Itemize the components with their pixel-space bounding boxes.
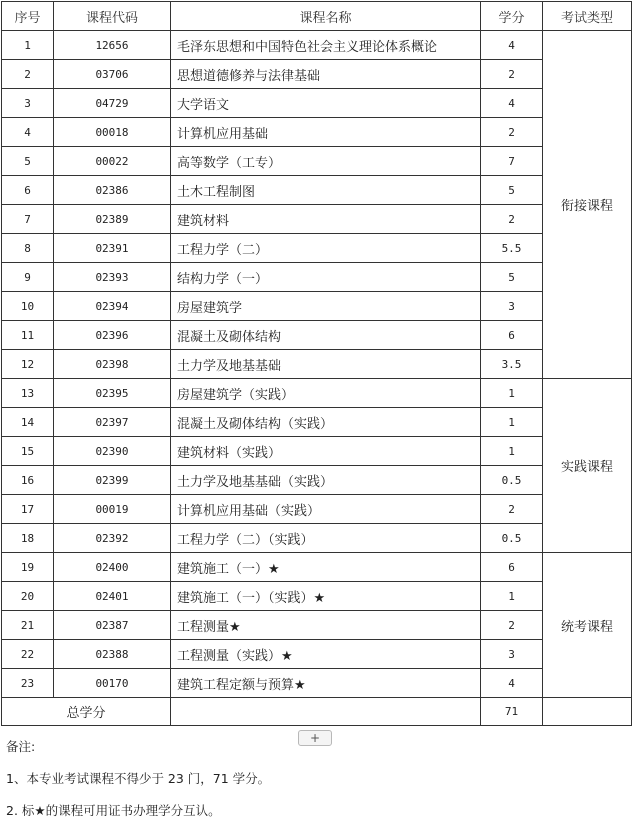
cell-credit: 7 [481,147,543,176]
cell-no: 20 [2,582,54,611]
cell-course-name: 计算机应用基础 [171,118,481,147]
cell-course-name: 土力学及地基基础（实践） [171,466,481,495]
cell-credit: 0.5 [481,466,543,495]
cell-course-name: 土木工程制图 [171,176,481,205]
cell-credit: 1 [481,379,543,408]
type-unified-cell: 统考课程 [543,553,632,698]
cell-course-name: 大学语文 [171,89,481,118]
cell-no: 4 [2,118,54,147]
cell-credit: 2 [481,205,543,234]
table-row [2,292,632,321]
cell-no: 13 [2,379,54,408]
cell-course-name: 混凝土及砌体结构 [171,321,481,350]
cell-course-name: 建筑工程定额与预算★ [171,669,481,698]
cell-credit: 2 [481,611,543,640]
cell-credit: 1 [481,408,543,437]
cell-credit: 2 [481,118,543,147]
cell-code: 02389 [54,205,171,234]
cell-code: 02386 [54,176,171,205]
table-row [2,669,632,698]
type-practice-cell: 实践课程 [543,379,632,553]
cell-course-name: 结构力学（一） [171,263,481,292]
cell-credit: 3.5 [481,350,543,379]
course-table [1,1,632,726]
cell-no: 15 [2,437,54,466]
header-code: 课程代码 [54,2,171,31]
table-row [2,263,632,292]
cell-course-name: 土力学及地基基础 [171,350,481,379]
table-row [2,234,632,263]
table-row [2,350,632,379]
cell-credit: 5 [481,176,543,205]
cell-course-name: 工程测量★ [171,611,481,640]
cell-code: 02398 [54,350,171,379]
table-row [2,495,632,524]
cell-code: 12656 [54,31,171,60]
cell-course-name: 混凝土及砌体结构（实践） [171,408,481,437]
cell-credit: 2 [481,495,543,524]
cell-no: 19 [2,553,54,582]
header-no: 序号 [2,2,54,31]
expand-button[interactable]: + [298,730,332,746]
cell-code: 02400 [54,553,171,582]
notes-title: 备注: [6,739,36,754]
cell-code: 00022 [54,147,171,176]
total-credit: 71 [481,698,543,726]
table-row [2,118,632,147]
cell-no: 14 [2,408,54,437]
cell-no: 5 [2,147,54,176]
cell-course-name: 房屋建筑学 [171,292,481,321]
cell-no: 10 [2,292,54,321]
cell-course-name: 高等数学（工专） [171,147,481,176]
cell-course-name: 建筑材料（实践） [171,437,481,466]
note-line-1: 1、本专业考试课程不得少于 23 门，71 学分。 [6,771,271,786]
cell-course-name: 房屋建筑学（实践） [171,379,481,408]
table-row [2,205,632,234]
cell-course-name: 工程力学（二） [171,234,481,263]
total-label: 总学分 [2,698,171,726]
cell-course-name: 工程力学（二）（实践） [171,524,481,553]
cell-code: 02396 [54,321,171,350]
header-type: 考试类型 [543,2,632,31]
cell-credit: 3 [481,292,543,321]
note-line-2: 2. 标★的课程可用证书办理学分互认。 [6,803,221,818]
cell-credit: 1 [481,582,543,611]
table-row [2,524,632,553]
cell-no: 2 [2,60,54,89]
cell-credit: 6 [481,553,543,582]
cell-no: 16 [2,466,54,495]
cell-credit: 4 [481,31,543,60]
cell-code: 02387 [54,611,171,640]
cell-code: 02390 [54,437,171,466]
cell-no: 11 [2,321,54,350]
cell-code: 02388 [54,640,171,669]
cell-no: 3 [2,89,54,118]
total-type-empty-cell [543,698,632,726]
cell-no: 17 [2,495,54,524]
cell-code: 00170 [54,669,171,698]
table-row [2,640,632,669]
cell-credit: 0.5 [481,524,543,553]
cell-code: 00019 [54,495,171,524]
table-row [2,582,632,611]
cell-course-name: 毛泽东思想和中国特色社会主义理论体系概论 [171,31,481,60]
table-row [2,60,632,89]
table-row [2,437,632,466]
cell-code: 02399 [54,466,171,495]
cell-no: 8 [2,234,54,263]
cell-course-name: 工程测量（实践）★ [171,640,481,669]
cell-credit: 5 [481,263,543,292]
cell-credit: 5.5 [481,234,543,263]
cell-code: 03706 [54,60,171,89]
cell-code: 02395 [54,379,171,408]
cell-course-name: 思想道德修养与法律基础 [171,60,481,89]
cell-credit: 1 [481,437,543,466]
cell-course-name: 建筑材料 [171,205,481,234]
cell-no: 21 [2,611,54,640]
cell-credit: 4 [481,669,543,698]
total-empty-cell [171,698,481,726]
cell-no: 12 [2,350,54,379]
table-row [2,379,632,408]
cell-no: 23 [2,669,54,698]
cell-code: 02391 [54,234,171,263]
cell-no: 22 [2,640,54,669]
table-row [2,553,632,582]
cell-no: 1 [2,31,54,60]
table-row [2,466,632,495]
table-row [2,611,632,640]
cell-course-name: 计算机应用基础（实践） [171,495,481,524]
cell-no: 9 [2,263,54,292]
table-row [2,89,632,118]
cell-credit: 6 [481,321,543,350]
cell-code: 02397 [54,408,171,437]
table-row [2,147,632,176]
cell-credit: 3 [481,640,543,669]
cell-code: 02393 [54,263,171,292]
total-row [2,698,632,726]
table-row [2,176,632,205]
table-row [2,31,632,60]
header-name: 课程名称 [171,2,481,31]
cell-code: 02392 [54,524,171,553]
type-bridge-cell: 衔接课程 [543,31,632,379]
table-header-row [2,2,632,31]
cell-code: 02394 [54,292,171,321]
cell-no: 7 [2,205,54,234]
table-row [2,321,632,350]
header-credit: 学分 [481,2,543,31]
cell-credit: 2 [481,60,543,89]
cell-no: 6 [2,176,54,205]
cell-code: 04729 [54,89,171,118]
cell-code: 02401 [54,582,171,611]
cell-course-name: 建筑施工（一）（实践）★ [171,582,481,611]
cell-course-name: 建筑施工（一）★ [171,553,481,582]
cell-no: 18 [2,524,54,553]
table-row [2,408,632,437]
cell-credit: 4 [481,89,543,118]
cell-code: 00018 [54,118,171,147]
